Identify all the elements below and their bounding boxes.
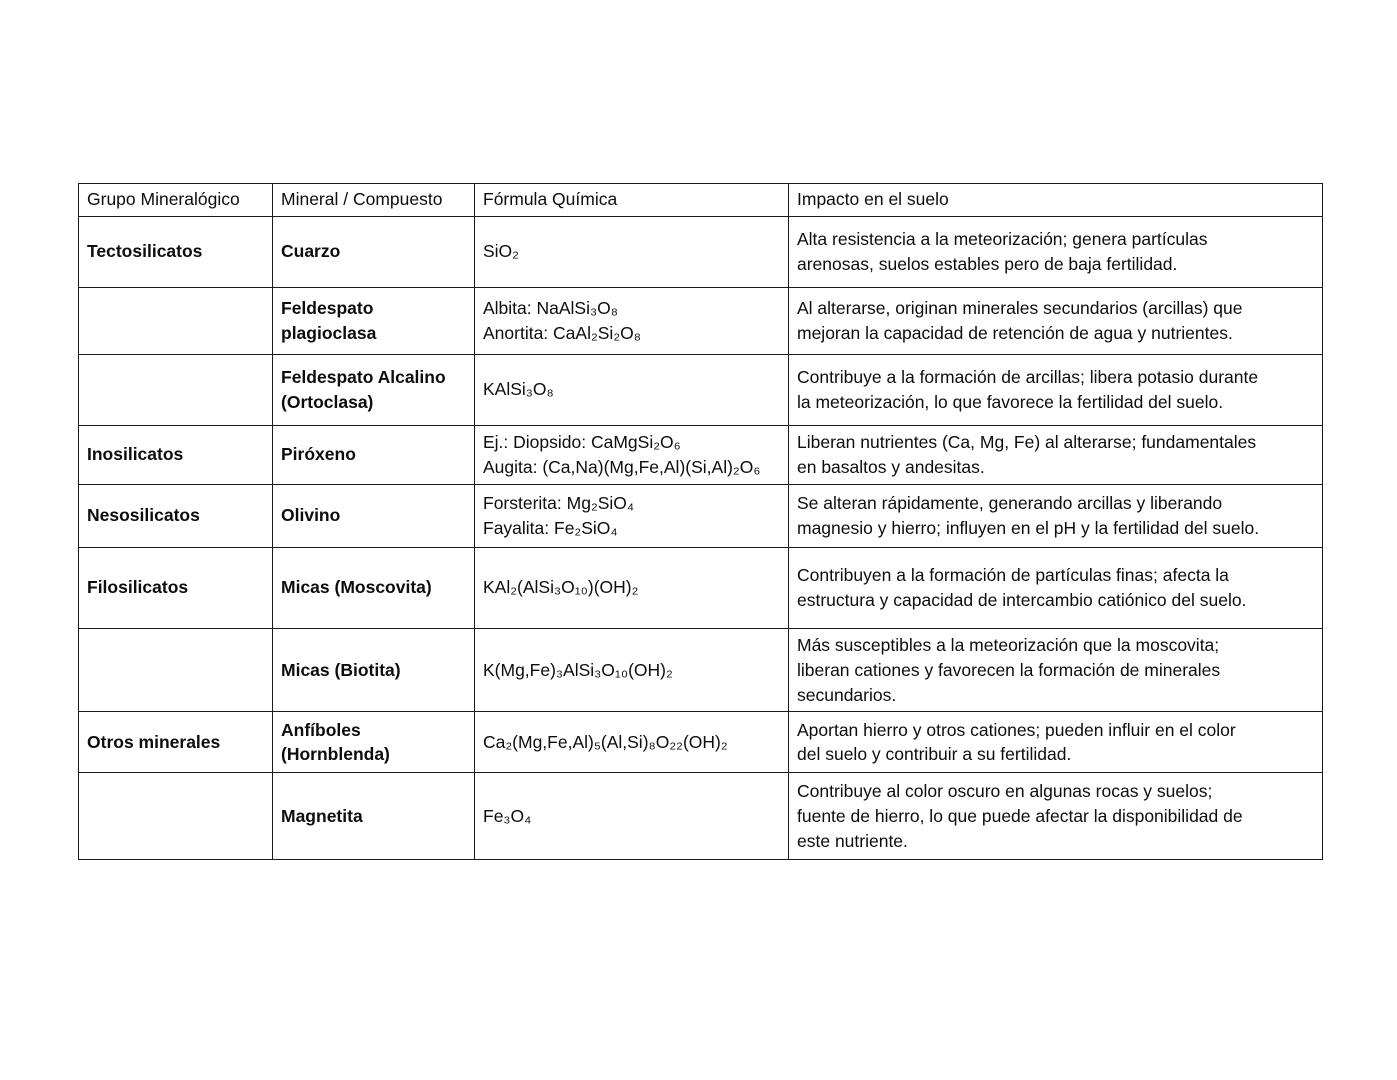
cell-grupo: Otros minerales bbox=[79, 712, 273, 773]
column-header-impacto-en-el-suelo: Impacto en el suelo bbox=[789, 184, 1323, 217]
table-row bbox=[79, 773, 1323, 860]
text-line: Forsterita: Mg₂SiO₄ bbox=[483, 493, 635, 514]
text-line: Anortita: CaAl₂Si₂O₈ bbox=[483, 322, 641, 343]
text-line: Contribuye al color oscuro en algunas rocas y suelos; bbox=[797, 781, 1213, 802]
text-line: Al alterarse, originan minerales secundarios (arcillas) que bbox=[797, 298, 1243, 319]
cell-formula bbox=[475, 484, 789, 547]
text-line: Albita: NaAlSi₃O₈ bbox=[483, 298, 618, 319]
text-line: KAlSi₃O₈ bbox=[483, 379, 554, 400]
text-line: la meteorización, lo que favorece la fertilidad del suelo. bbox=[797, 391, 1224, 412]
cell-mineral: Magnetita bbox=[273, 773, 475, 860]
cell-mineral: Micas (Moscovita) bbox=[273, 547, 475, 628]
text-line: SiO₂ bbox=[483, 241, 519, 262]
cell-grupo bbox=[79, 287, 273, 354]
cell-formula bbox=[475, 354, 789, 425]
column-header-grupo-mineralogico: Grupo Mineralógico bbox=[79, 184, 273, 217]
cell-impacto bbox=[789, 628, 1323, 712]
table-header-row bbox=[79, 184, 1323, 217]
text-line: mejoran la capacidad de retención de agua y nutrientes. bbox=[797, 322, 1233, 343]
text-line: Augita: (Ca,Na)(Mg,Fe,Al)(Si,Al)₂O₆ bbox=[483, 456, 761, 477]
text-line: K(Mg,Fe)₃AlSi₃O₁₀(OH)₂ bbox=[483, 659, 673, 680]
column-header-mineral-compuesto: Mineral / Compuesto bbox=[273, 184, 475, 217]
cell-formula bbox=[475, 425, 789, 484]
cell-impacto bbox=[789, 216, 1323, 287]
text-line: Ej.: Diopsido: CaMgSi₂O₆ bbox=[483, 432, 681, 453]
cell-formula bbox=[475, 287, 789, 354]
cell-impacto bbox=[789, 484, 1323, 547]
column-header-formula-quimica: Fórmula Química bbox=[475, 184, 789, 217]
cell-mineral: Micas (Biotita) bbox=[273, 628, 475, 712]
text-line: KAl₂(AlSi₃O₁₀)(OH)₂ bbox=[483, 577, 639, 598]
text-line: Fe₃O₄ bbox=[483, 805, 532, 826]
cell-impacto bbox=[789, 425, 1323, 484]
text-line: Fayalita: Fe₂SiO₄ bbox=[483, 517, 618, 538]
text-line: Alta resistencia a la meteorización; genera partículas bbox=[797, 229, 1208, 250]
cell-formula bbox=[475, 216, 789, 287]
text-line: Contribuye a la formación de arcillas; libera potasio durante bbox=[797, 367, 1259, 388]
text-line: fuente de hierro, lo que puede afectar la disponibilidad de bbox=[797, 805, 1243, 826]
text-line: liberan cationes y favorecen la formación de minerales bbox=[797, 659, 1221, 680]
table-row bbox=[79, 425, 1323, 484]
cell-grupo: Inosilicatos bbox=[79, 425, 273, 484]
cell-impacto bbox=[789, 712, 1323, 773]
cell-grupo bbox=[79, 354, 273, 425]
cell-grupo: Tectosilicatos bbox=[79, 216, 273, 287]
text-line: Contribuyen a la formación de partículas finas; afecta la bbox=[797, 565, 1229, 586]
cell-impacto bbox=[789, 547, 1323, 628]
cell-impacto bbox=[789, 773, 1323, 860]
mineral-table-container bbox=[78, 183, 1322, 860]
cell-grupo bbox=[79, 628, 273, 712]
text-line: Se alteran rápidamente, generando arcillas y liberando bbox=[797, 493, 1223, 514]
mineral-table bbox=[78, 183, 1323, 860]
cell-mineral: Piróxeno bbox=[273, 425, 475, 484]
cell-mineral: Feldespato Alcalino (Ortoclasa) bbox=[273, 354, 475, 425]
text-line: Liberan nutrientes (Ca, Mg, Fe) al alterarse; fundamentales bbox=[797, 432, 1257, 453]
text-line: Ca₂(Mg,Fe,Al)₅(Al,Si)₈O₂₂(OH)₂ bbox=[483, 731, 728, 752]
text-line: magnesio y hierro; influyen en el pH y la fertilidad del suelo. bbox=[797, 517, 1260, 538]
cell-formula bbox=[475, 773, 789, 860]
cell-mineral: Olivino bbox=[273, 484, 475, 547]
text-line: arenosas, suelos estables pero de baja fertilidad. bbox=[797, 253, 1178, 274]
text-line: del suelo y contribuir a su fertilidad. bbox=[797, 744, 1072, 765]
cell-mineral: Cuarzo bbox=[273, 216, 475, 287]
text-line: Aportan hierro y otros cationes; pueden influir en el color bbox=[797, 719, 1236, 740]
cell-formula bbox=[475, 712, 789, 773]
cell-impacto bbox=[789, 287, 1323, 354]
text-line: estructura y capacidad de intercambio catiónico del suelo. bbox=[797, 589, 1247, 610]
table-row bbox=[79, 216, 1323, 287]
cell-impacto bbox=[789, 354, 1323, 425]
table-row bbox=[79, 628, 1323, 712]
cell-grupo: Nesosilicatos bbox=[79, 484, 273, 547]
text-line: este nutriente. bbox=[797, 830, 908, 851]
table-row bbox=[79, 354, 1323, 425]
table-row bbox=[79, 547, 1323, 628]
table-row bbox=[79, 712, 1323, 773]
cell-formula bbox=[475, 628, 789, 712]
table-body bbox=[79, 216, 1323, 860]
table-header bbox=[79, 184, 1323, 217]
text-line: en basaltos y andesitas. bbox=[797, 456, 985, 477]
table-row bbox=[79, 484, 1323, 547]
text-line: secundarios. bbox=[797, 684, 897, 705]
cell-formula bbox=[475, 547, 789, 628]
cell-mineral: Feldespato plagioclasa bbox=[273, 287, 475, 354]
table-row bbox=[79, 287, 1323, 354]
cell-grupo bbox=[79, 773, 273, 860]
cell-grupo: Filosilicatos bbox=[79, 547, 273, 628]
cell-mineral: Anfíboles (Hornblenda) bbox=[273, 712, 475, 773]
text-line: Más susceptibles a la meteorización que la moscovita; bbox=[797, 634, 1220, 655]
